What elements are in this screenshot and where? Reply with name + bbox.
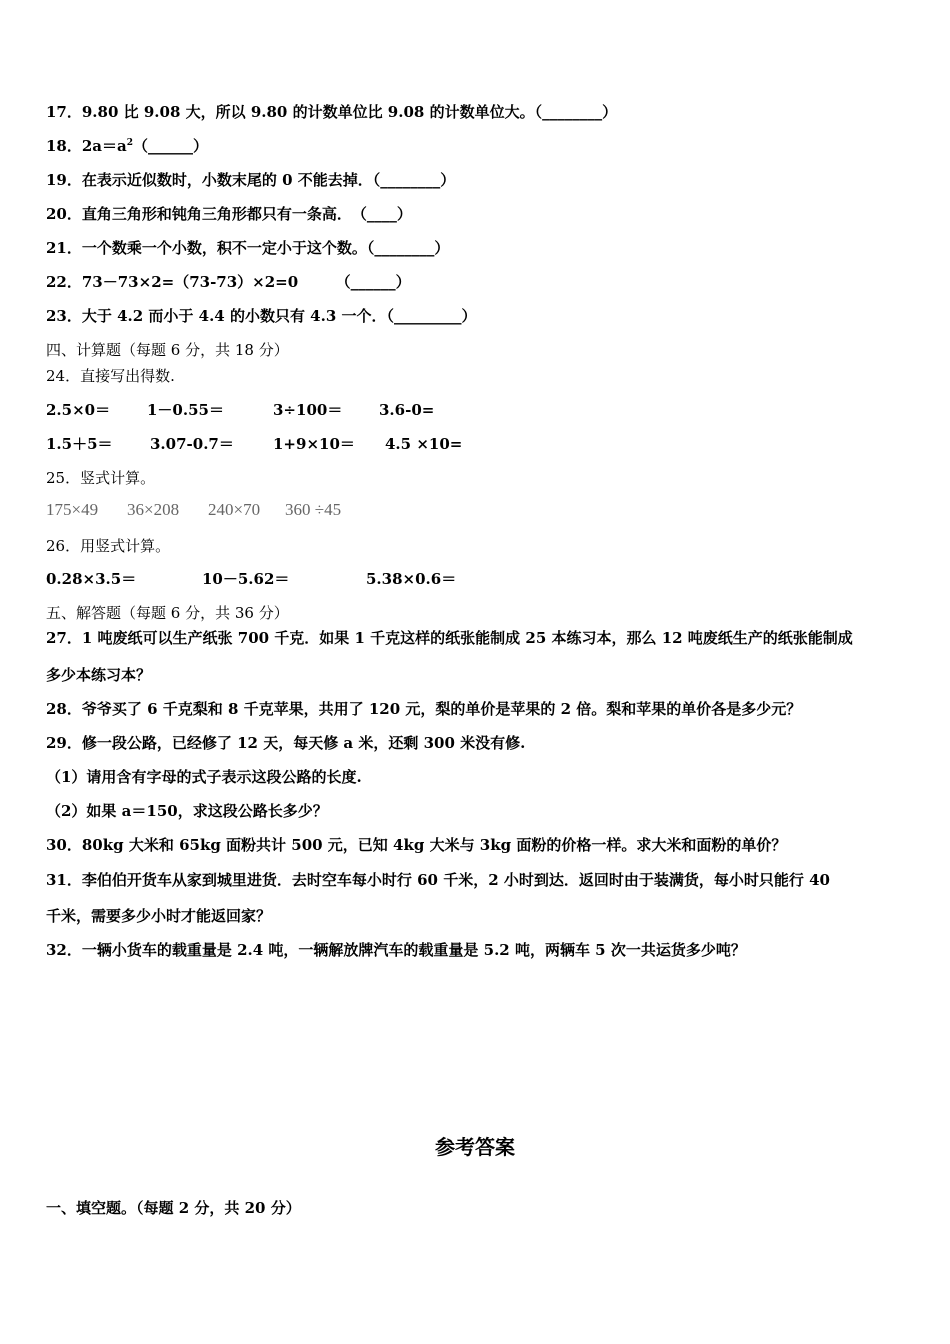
calc-item: 1－0.55＝: [147, 401, 224, 419]
question-27-cont: 多少本练习本？: [46, 666, 152, 684]
question-25: 25．竖式计算。: [46, 469, 156, 487]
question-22: 22．73－73×2=（73-73）×2=0 （______）: [46, 273, 411, 291]
question-27: 27．1 吨废纸可以生产纸张 700 千克．如果 1 千克这样的纸张能制成 25 本练习本，那么 12 吨废纸生产的纸张能制成: [46, 629, 853, 647]
question-20: 20．直角三角形和钝角三角形都只有一条高． （____）: [46, 205, 412, 223]
calc-item: 3÷100＝: [273, 401, 343, 419]
question-21: 21．一个数乘一个小数，积不一定小于这个数。（________）: [46, 239, 450, 257]
calc-item: 5.38×0.6＝: [366, 570, 457, 588]
answers-title: 参考答案: [435, 1135, 515, 1159]
question-23: 23．大于 4.2 而小于 4.4 的小数只有 4.3 一个．（_________）: [46, 307, 477, 325]
question-19: 19．在表示近似数时，小数末尾的 0 不能去掉．（________）: [46, 171, 456, 189]
vertical-calc-item: 360 ÷45: [285, 500, 342, 519]
vertical-calc-item: 175×49: [46, 500, 99, 519]
calc-item: 3.07-0.7＝: [150, 435, 234, 453]
question-29-part2: （2）如果 a＝150，求这段公路长多少？: [46, 802, 328, 820]
q18-expression: 18．2a＝a: [46, 137, 127, 155]
q18-exponent: 2: [126, 138, 134, 148]
question-18: [46, 136, 208, 156]
question-26: 26．用竖式计算。: [46, 537, 171, 555]
calc-item: 3.6-0=: [379, 401, 435, 419]
question-29-part1: （1）请用含有字母的式子表示这段公路的长度.: [46, 768, 362, 786]
section-4-heading: 四、计算题（每题 6 分，共 18 分）: [46, 341, 289, 359]
calc-item: 1.5＋5＝: [46, 435, 113, 453]
q18-blank: （______）: [133, 137, 209, 155]
question-28: 28．爷爷买了 6 千克梨和 8 千克苹果，共用了 120 元，梨的单价是苹果的 2 倍。梨和苹果的单价各是多少元？: [46, 700, 802, 718]
section-5-heading: 五、解答题（每题 6 分，共 36 分）: [46, 604, 289, 622]
question-32: 32．一辆小货车的载重量是 2.4 吨，一辆解放牌汽车的载重量是 5.2 吨，两辆车 5 次一共运货多少吨？: [46, 941, 746, 959]
question-31-cont: 千米，需要多少小时才能返回家？: [46, 907, 272, 925]
calc-item: 0.28×3.5＝: [46, 570, 137, 588]
vertical-calc-item: 240×70: [208, 500, 261, 519]
question-29: 29．修一段公路，已经修了 12 天，每天修 a 米，还剩 300 米没有修.: [46, 734, 526, 752]
calc-item: 4.5 ×10=: [385, 435, 463, 453]
vertical-calc-item: 36×208: [127, 500, 180, 519]
answers-section-1: 一、填空题。（每题 2 分，共 20 分）: [46, 1199, 301, 1217]
calc-item: 10－5.62＝: [202, 570, 290, 588]
question-17: 17．9.80 比 9.08 大，所以 9.80 的计数单位比 9.08 的计数单位大。（________）: [46, 103, 618, 121]
calc-item: 2.5×0＝: [46, 401, 111, 419]
question-31: 31．李伯伯开货车从家到城里进货．去时空车每小时行 60 千米，2 小时到达．返回时由于装满货，每小时只能行 40: [46, 871, 830, 889]
question-30: 30．80kg 大米和 65kg 面粉共计 500 元，已知 4kg 大米与 3kg 面粉的价格一样。求大米和面粉的单价？: [46, 836, 787, 854]
question-24: 24．直接写出得数.: [46, 367, 175, 385]
calc-item: 1+9×10＝: [273, 435, 355, 453]
